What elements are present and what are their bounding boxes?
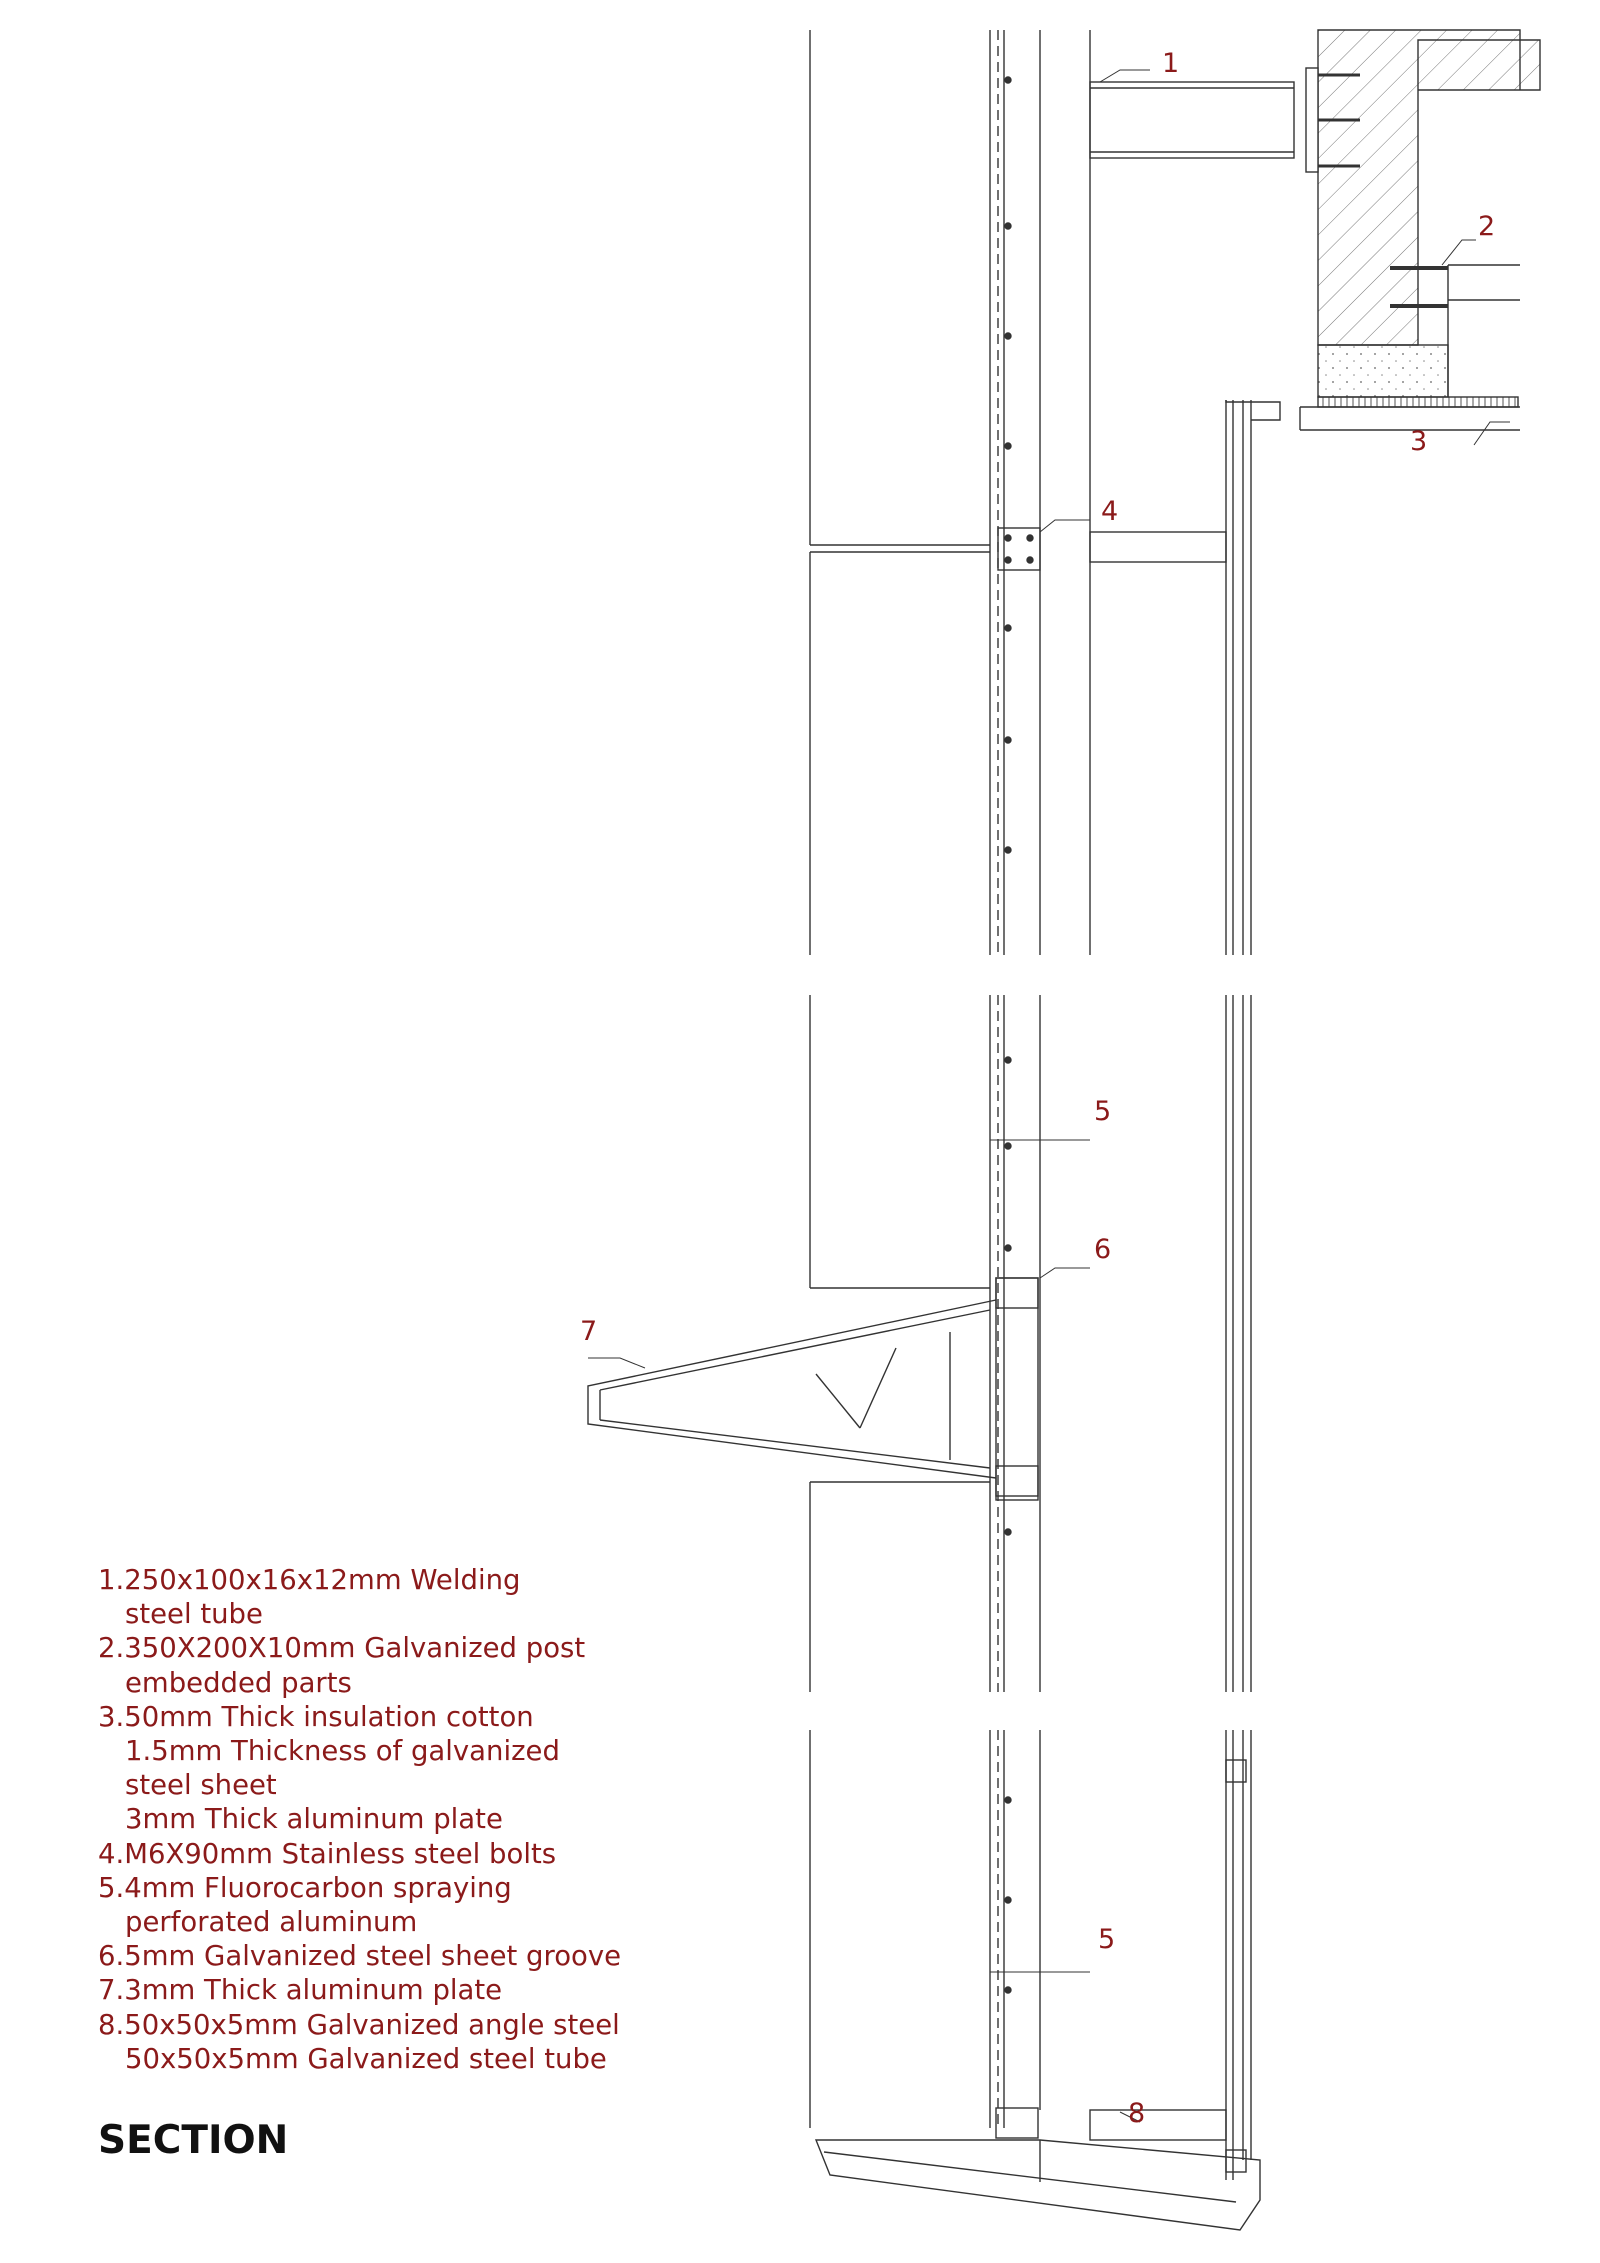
- legend-line: perforated aluminum: [125, 1906, 418, 1939]
- legend-item-1: [98, 1563, 621, 1631]
- callout-5b: 5: [1098, 1924, 1116, 1955]
- page-title: SECTION: [98, 2118, 289, 2163]
- legend-item-5: [98, 1871, 621, 1939]
- callout-1: 1: [1162, 48, 1180, 79]
- callout-6: 6: [1094, 1234, 1112, 1265]
- legend-item-4: [98, 1837, 621, 1871]
- legend-line: 3mm Thick aluminum plate: [125, 1803, 503, 1836]
- legend-line: steel tube: [125, 1598, 263, 1631]
- legend-line: 3.50mm Thick insulation cotton: [98, 1700, 534, 1733]
- legend-line: 2.350X200X10mm Galvanized post: [98, 1632, 586, 1665]
- legend-item-3: [98, 1700, 621, 1837]
- legend-item-7: [98, 1973, 621, 2007]
- legend-line: 50x50x5mm Galvanized steel tube: [125, 2042, 607, 2075]
- callout-7: 7: [580, 1316, 598, 1347]
- legend-line: 7.3mm Thick aluminum plate: [98, 1974, 503, 2007]
- legend-line: embedded parts: [125, 1666, 352, 1699]
- concrete-slab: [1300, 30, 1540, 430]
- legend-item-6: [98, 1939, 621, 1973]
- callout-4: 4: [1101, 496, 1119, 527]
- segment-middle: [588, 995, 1251, 1692]
- callout-8: 8: [1128, 2098, 1146, 2129]
- legend-item-8: [98, 2008, 621, 2076]
- segment-bottom: [810, 1730, 1260, 2230]
- callout-3: 3: [1410, 426, 1428, 457]
- legend: [98, 1563, 621, 2076]
- legend-item-2: [98, 1631, 621, 1699]
- legend-line: steel sheet: [125, 1769, 277, 1802]
- legend-line: 5.4mm Fluorocarbon spraying: [98, 1871, 512, 1904]
- legend-line: 1.5mm Thickness of galvanized: [125, 1735, 560, 1768]
- segment-top: [810, 30, 1294, 955]
- legend-line: 1.250x100x16x12mm Welding: [98, 1564, 521, 1596]
- legend-line: 4.M6X90mm Stainless steel bolts: [98, 1837, 557, 1870]
- legend-line: 6.5mm Galvanized steel sheet groove: [98, 1940, 622, 1973]
- callout-2: 2: [1478, 211, 1496, 242]
- callout-5: 5: [1094, 1096, 1112, 1127]
- legend-line: 8.50x50x5mm Galvanized angle steel: [98, 2008, 620, 2041]
